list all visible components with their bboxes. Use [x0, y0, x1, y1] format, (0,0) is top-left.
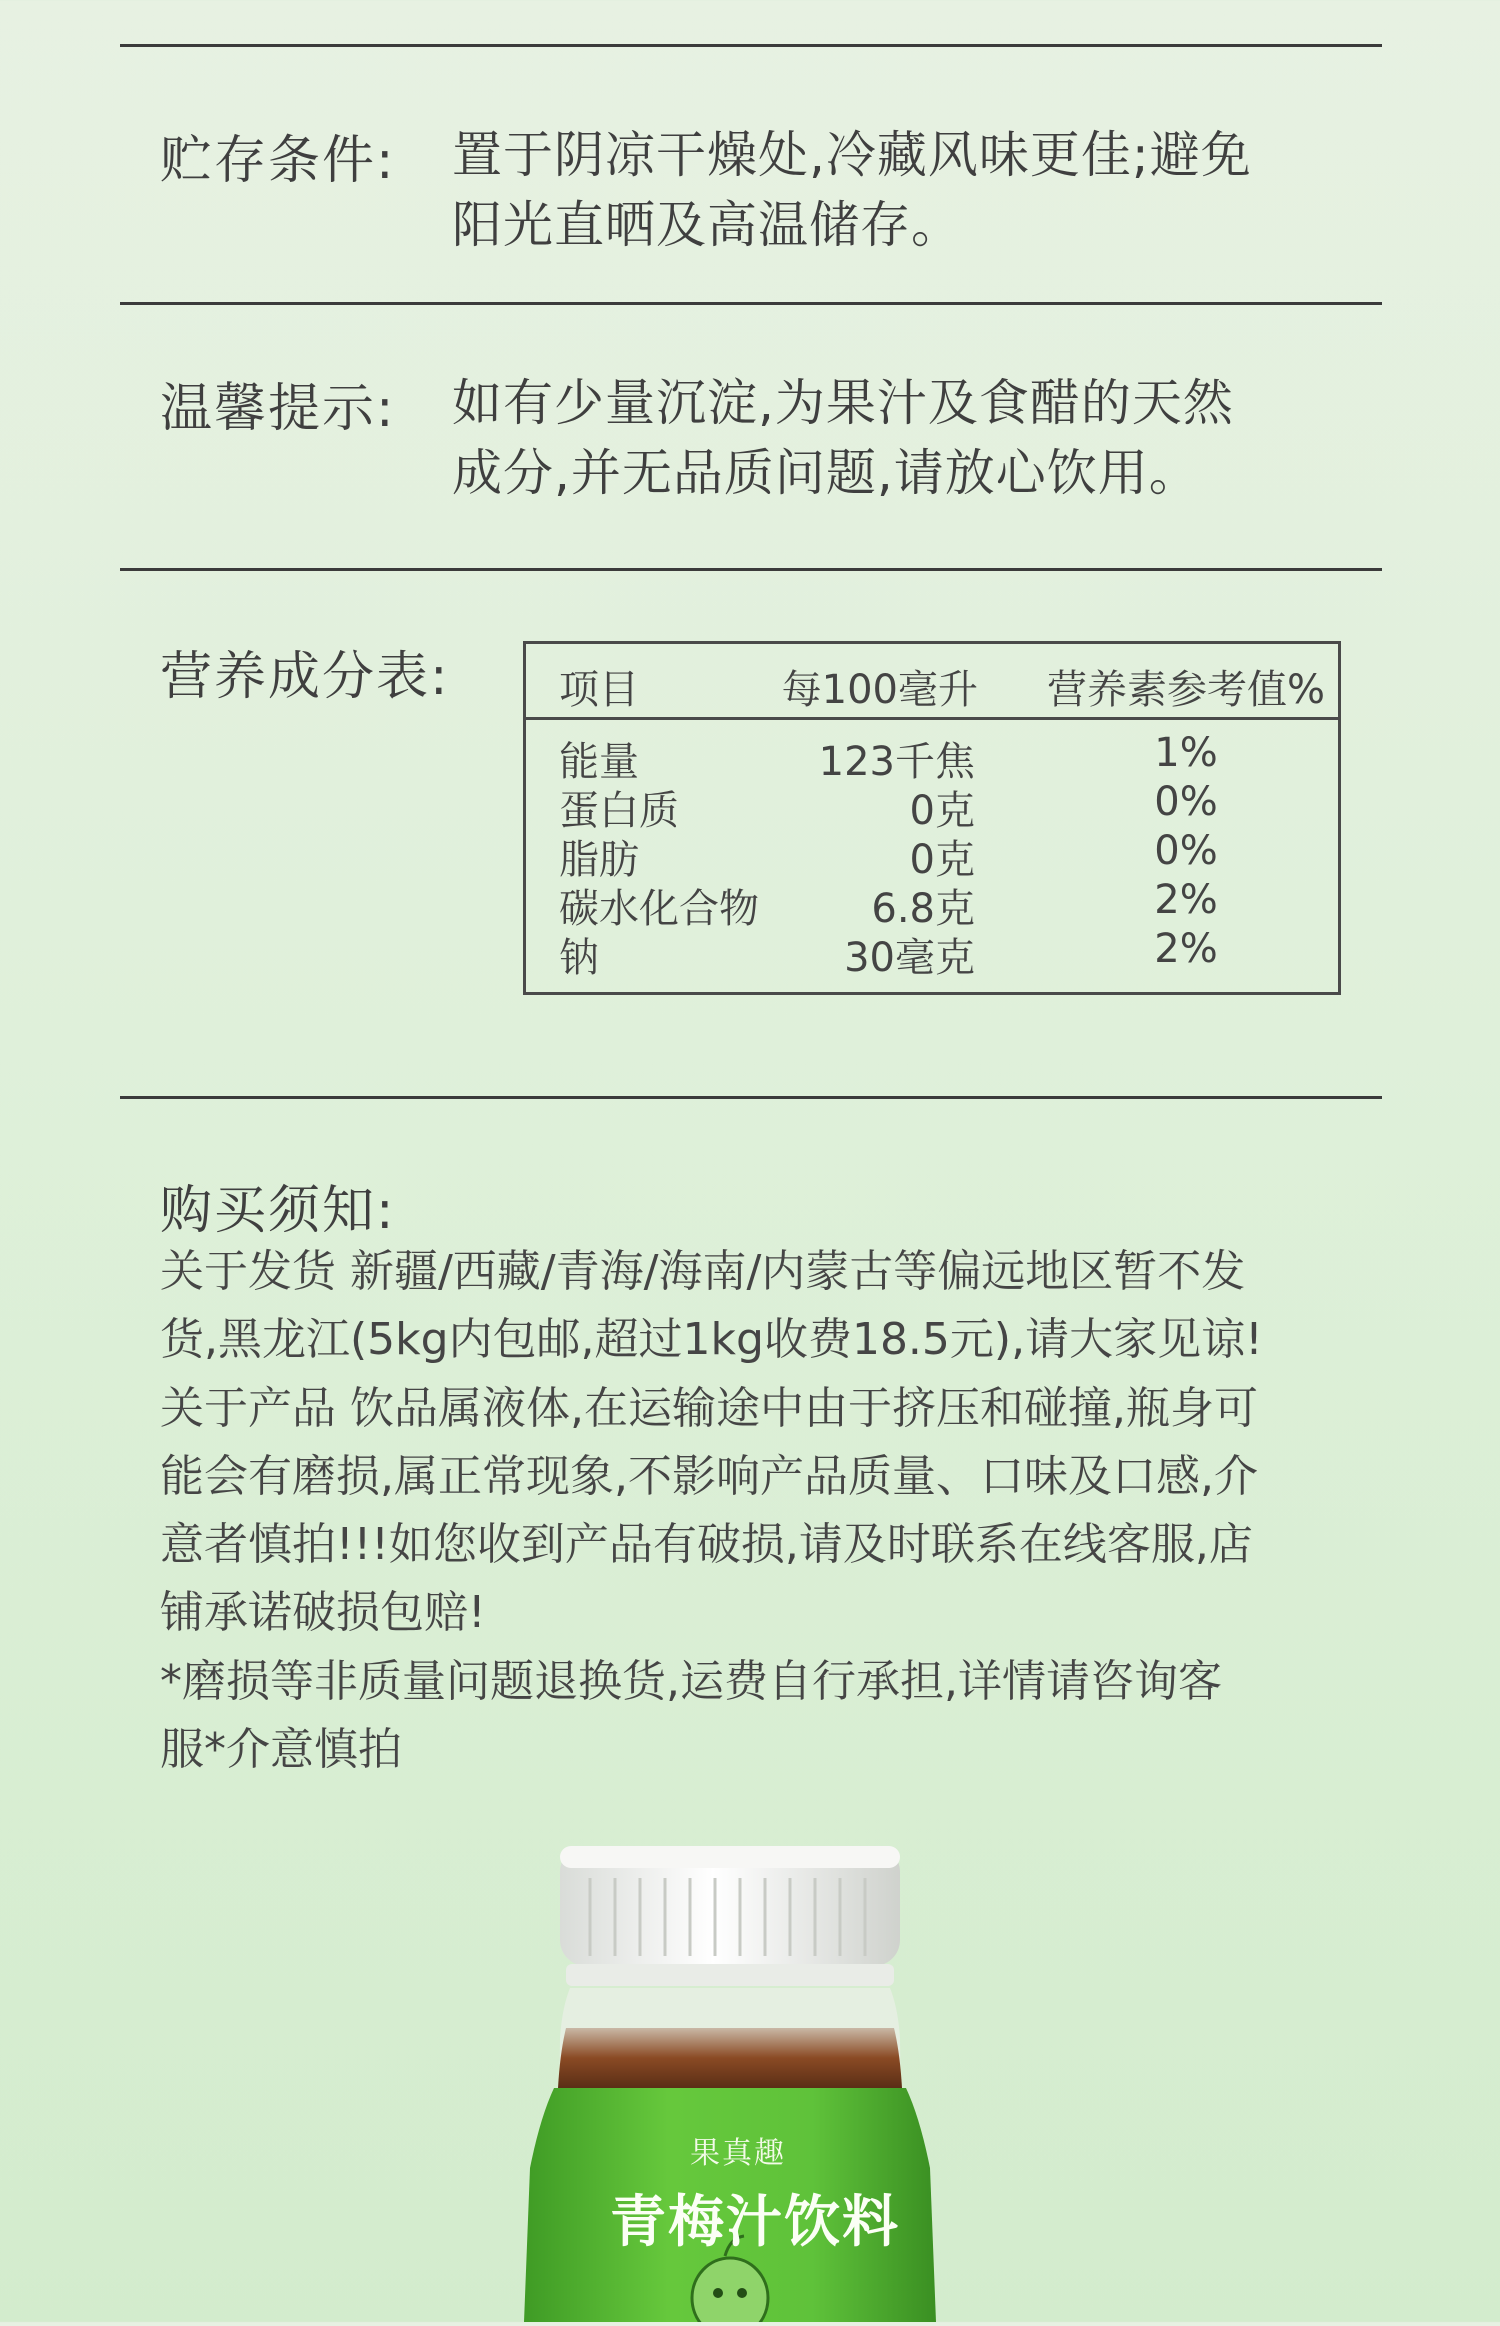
notice-line: 服*介意慎拍 [160, 1724, 402, 1776]
row-name: 钠 [559, 935, 599, 981]
row-name: 脂肪 [559, 837, 639, 883]
nutrition-table-header [526, 644, 1338, 720]
notice-line: 能会有磨损,属正常现象,不影响产品质量、口味及口感,介 [160, 1450, 1258, 1502]
tip-label: 温馨提示: [160, 379, 396, 439]
notice-line: 关于产品 饮品属液体,在运输途中由于挤压和碰撞,瓶身可 [160, 1382, 1258, 1434]
divider-top [120, 44, 1382, 47]
row-amount: 0克 [909, 788, 975, 834]
row-nrv: 2% [1154, 926, 1218, 972]
row-amount: 0克 [909, 837, 975, 883]
notice-line: 意者慎拍!!!如您收到产品有破损,请及时联系在线客服,店 [160, 1519, 1253, 1571]
row-amount: 30毫克 [844, 935, 975, 981]
storage-line: 置于阴凉干燥处,冷藏风味更佳;避免 [452, 126, 1252, 184]
storage-line: 阳光直晒及高温储存。 [452, 196, 962, 254]
header-per100ml: 每100毫升 [781, 667, 978, 713]
row-nrv: 0% [1154, 828, 1218, 874]
header-item: 项目 [559, 667, 639, 713]
product-bottle-image [500, 1838, 960, 2322]
divider-2 [120, 302, 1382, 305]
row-name: 碳水化合物 [559, 886, 759, 932]
row-nrv: 1% [1154, 730, 1218, 776]
bottle-brand-text: 果真趣 [690, 2136, 786, 2171]
row-nrv: 0% [1154, 779, 1218, 825]
nutrition-table [523, 641, 1341, 995]
divider-4 [120, 1096, 1382, 1099]
row-name: 蛋白质 [559, 788, 679, 834]
tip-line: 如有少量沉淀,为果汁及食醋的天然 [452, 374, 1234, 432]
tip-text [452, 368, 1382, 508]
notice-line: *磨损等非质量问题退换货,运费自行承担,详情请咨询客 [160, 1655, 1222, 1707]
row-nrv: 2% [1154, 877, 1218, 923]
notice-body [160, 1238, 1390, 1784]
row-amount: 6.8克 [871, 886, 975, 932]
divider-3 [120, 568, 1382, 571]
storage-label: 贮存条件: [160, 131, 396, 191]
row-name: 能量 [559, 739, 639, 785]
bottle-product-name: 青梅汁饮料 [610, 2190, 900, 2255]
header-nrv: 营养素参考值% [1046, 667, 1325, 713]
notice-line: 货,黑龙江(5kg内包邮,超过1kg收费18.5元),请大家见谅! [160, 1314, 1263, 1366]
tip-line: 成分,并无品质问题,请放心饮用。 [452, 444, 1200, 502]
notice-line: 关于发货 新疆/西藏/青海/海南/内蒙古等偏远地区暂不发 [160, 1246, 1246, 1297]
row-amount: 123千焦 [818, 739, 975, 785]
notice-line: 铺承诺破损包赔! [160, 1587, 486, 1639]
notice-title: 购买须知: [160, 1181, 396, 1241]
storage-text [452, 120, 1382, 260]
nutrition-label: 营养成分表: [160, 647, 450, 707]
